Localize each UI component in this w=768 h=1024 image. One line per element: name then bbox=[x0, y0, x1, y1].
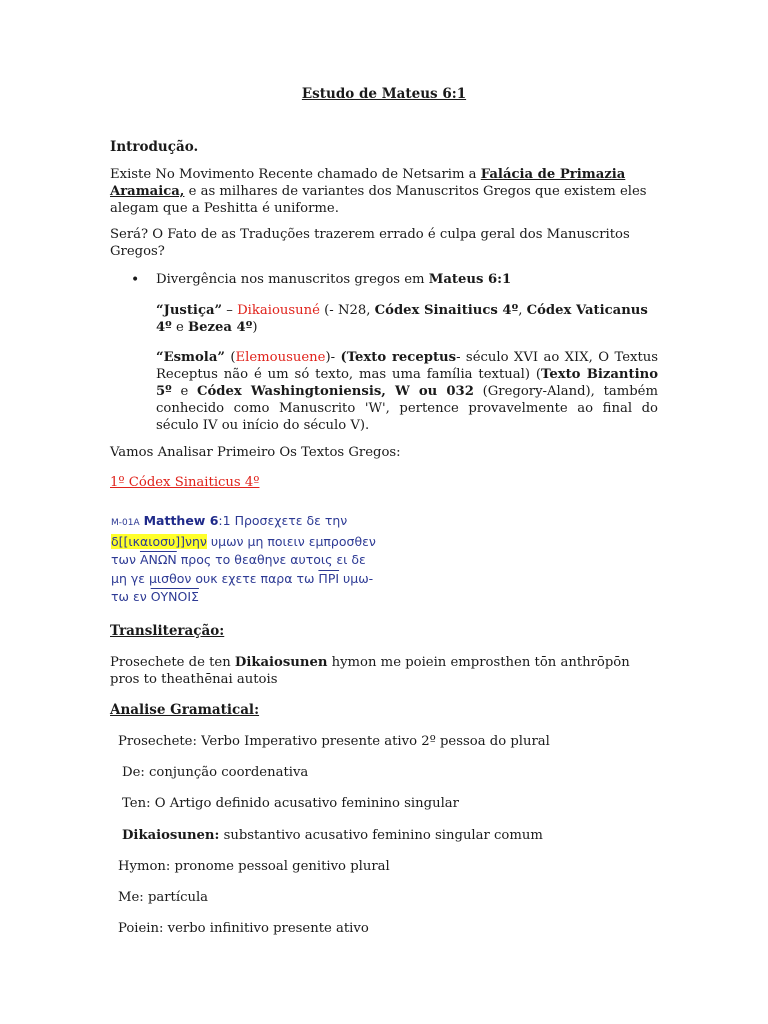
esmola-p3: e bbox=[171, 384, 198, 399]
justica-dash: – bbox=[222, 303, 238, 318]
justica-b3: Bezea 4º bbox=[187, 320, 253, 335]
intro-text-c: e as milhares de variantes dos Manuscritos Gregos que existem eles alegam que a Peshitta é uniforme. bbox=[110, 184, 647, 216]
justica-p4: ) bbox=[252, 320, 258, 335]
gram-line-4-term: Dikaiosunen: bbox=[122, 828, 220, 843]
esmola-b2: Texto Bizantino 5º bbox=[156, 367, 659, 399]
bullet-icon: • bbox=[131, 272, 140, 288]
intro-paragraph-1 bbox=[110, 166, 658, 217]
justica-p1: (- N28, bbox=[319, 303, 375, 318]
greek-line-5 bbox=[111, 588, 411, 607]
gram-line-7: Poiein: verbo infinitivo presente ativo bbox=[118, 921, 369, 936]
translit-heading: Transliteração: bbox=[110, 623, 225, 639]
greek-line-2 bbox=[111, 533, 411, 552]
codex-heading: 1º Códex Sinaiticus 4º bbox=[110, 475, 260, 490]
gram-line-4 bbox=[122, 827, 543, 844]
gram-line-1: Prosechete: Verbo Imperativo presente ativo 2º pessoa do plural bbox=[118, 734, 550, 749]
greek-text-2: υμων μη ποιειν εμπροσθεν bbox=[206, 533, 376, 549]
bullet-item bbox=[156, 271, 658, 288]
esmola-b1: (Texto receptus bbox=[340, 350, 457, 365]
greek-line-1 bbox=[111, 512, 411, 533]
intro-heading: Introdução. bbox=[110, 139, 199, 155]
intro-text-a: Existe No Movimento Recente chamado de Netsarim a bbox=[110, 167, 481, 182]
nomen-sacrum-3: ΟΥΝΟΙΣ bbox=[150, 589, 199, 604]
justica-term: “Justiça” bbox=[156, 303, 223, 318]
justica-b2: Códex Vaticanus 4º bbox=[156, 303, 648, 335]
translit-c: hymon me poiein emprosthen tōn anthrōpōn pros to theathēnai autois bbox=[110, 655, 630, 687]
justica-p3: e bbox=[171, 320, 188, 335]
gram-line-5: Hymon: pronome pessoal genitivo plural bbox=[118, 859, 390, 874]
greek-line-4 bbox=[111, 570, 411, 589]
verse-ref: Matthew 6 bbox=[143, 513, 219, 528]
esmola-greek: Elemousuene bbox=[235, 350, 326, 365]
greek-text-4a: μη γε μισθον ουκ εχετε παρα τω bbox=[111, 570, 319, 586]
justica-greek: Dikaiousuné bbox=[237, 303, 320, 318]
analise-heading: Analise Gramatical: bbox=[110, 702, 260, 718]
intro-paragraph-2: Será? O Fato de as Traduções trazerem errado é culpa geral dos Manuscritos Gregos? bbox=[110, 227, 630, 259]
greek-line-3 bbox=[111, 551, 411, 570]
gram-line-4-text: substantivo acusativo feminino singular comum bbox=[219, 828, 543, 843]
esmola-term: “Esmola” bbox=[156, 350, 225, 365]
gram-line-2: De: conjunção coordenativa bbox=[122, 765, 309, 780]
esmola-paragraph bbox=[156, 349, 658, 434]
esmola-p2: - século XVI ao XIX, O Textus Receptus não é um só texto, mas uma família textual) ( bbox=[156, 350, 659, 382]
esmola-p4: (Gregory-Aland), também conhecido como Manuscrito 'W', pertence provavelmente ao final do século IV ou início do século V). bbox=[156, 384, 658, 433]
vamos-paragraph: Vamos Analisar Primeiro Os Textos Gregos: bbox=[110, 445, 401, 460]
justica-b1: Códex Sinaitiucs 4º bbox=[374, 303, 519, 318]
translit-a: Prosechete de ten bbox=[110, 655, 235, 670]
greek-text-4b: υμω- bbox=[339, 570, 374, 586]
greek-text-5a: τω εν bbox=[111, 589, 151, 604]
translit-b: Dikaiosunen bbox=[234, 655, 328, 670]
esmola-b3: Códex Washingtoniensis, W ou 032 bbox=[197, 384, 474, 399]
esmola-p0: ( bbox=[224, 350, 236, 365]
translit-paragraph bbox=[110, 654, 658, 688]
manuscript-code: M-01A bbox=[111, 518, 140, 528]
page-title: Estudo de Mateus 6:1 bbox=[301, 86, 467, 102]
bullet-bold: Mateus 6:1 bbox=[428, 272, 512, 287]
gram-line-3: Ten: O Artigo definido acusativo feminino singular bbox=[122, 796, 459, 811]
nomen-sacrum-1: ΑΝΩΝ bbox=[139, 552, 177, 567]
highlighted-word: δ[[ικαιοσυ]]νην bbox=[111, 533, 207, 549]
nomen-sacrum-2: $\overline{\Pi PI}$ bbox=[318, 570, 340, 586]
greek-manuscript-image bbox=[111, 512, 411, 607]
bullet-text: Divergência nos manuscritos gregos em bbox=[156, 272, 429, 287]
falacia-link-text: Falácia de Primazia Aramaica, bbox=[110, 167, 626, 199]
greek-text-1: Προσεχετε δε την bbox=[230, 513, 348, 528]
greek-text-3a: των bbox=[111, 552, 140, 567]
greek-text-3b: προς το θεαθηνε αυτοις ει δε bbox=[176, 552, 366, 567]
justica-p2: , bbox=[518, 303, 527, 318]
gram-line-6: Me: partícula bbox=[118, 890, 209, 905]
justica-paragraph bbox=[156, 302, 658, 336]
esmola-p1: )- bbox=[325, 350, 341, 365]
verse-ref-num: :1 bbox=[218, 513, 231, 528]
